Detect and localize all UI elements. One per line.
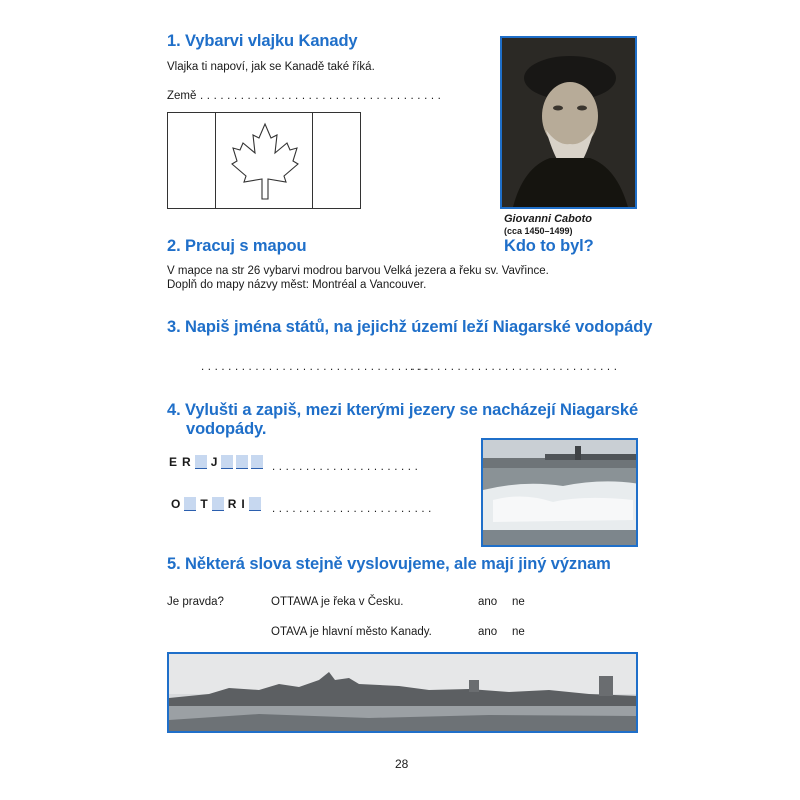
letter-char: O xyxy=(171,497,181,511)
niagara-falls-photo xyxy=(481,438,638,547)
section1-hint: Vlajka ti napoví, jak se Kanadě také říká. xyxy=(167,61,375,73)
section4-heading-line1: 4. Vylušti a zapiš, mezi kterými jezery se nacházejí Niagarské xyxy=(167,401,639,419)
lake-answer-line-2[interactable]: . . . . . . . . . . . . . . . . . . . . . . . . xyxy=(272,503,432,515)
section2-line1: V mapce na str 26 vybarvi modrou barvou Velká jezera a řeku sv. Vavřince. xyxy=(167,265,549,277)
page-number: 28 xyxy=(395,757,409,771)
letter-char: I xyxy=(241,497,245,511)
lake-answer-line-1[interactable]: . . . . . . . . . . . . . . . . . . . . . . xyxy=(272,461,418,473)
state-answer-line-2[interactable]: . . . . . . . . . . . . . . . . . . . . . . . . . . . . . . . xyxy=(410,361,618,373)
puzzle-word-2[interactable] xyxy=(170,497,261,511)
giovanni-caboto-portrait xyxy=(500,36,637,209)
statement-1: OTTAWA je řeka v Česku. xyxy=(271,596,404,608)
statement-2-no[interactable]: ne xyxy=(512,626,525,638)
statement-2: OTAVA je hlavní město Kanady. xyxy=(271,626,432,638)
portrait-years: (cca 1450–1499) xyxy=(504,226,573,236)
section4-heading-line2: vodopády. xyxy=(186,420,267,438)
statement-2-yes[interactable]: ano xyxy=(478,626,498,638)
letter-char: R xyxy=(182,455,191,469)
section2-heading: 2. Pracuj s mapou xyxy=(167,237,307,255)
letter-char: E xyxy=(169,455,178,469)
section1-heading: 1. Vybarvi vlajku Kanady xyxy=(167,32,358,50)
statement-1-no[interactable]: ne xyxy=(512,596,525,608)
letter-blank-box[interactable] xyxy=(251,455,263,469)
statement-1-yes[interactable]: ano xyxy=(478,596,498,608)
letter-blank-box[interactable] xyxy=(212,497,224,511)
flag-right-band xyxy=(312,113,360,208)
letter-char: J xyxy=(210,455,218,469)
letter-blank-box[interactable] xyxy=(249,497,261,511)
letter-blank-box[interactable] xyxy=(195,455,207,469)
letter-blank-box[interactable] xyxy=(236,455,248,469)
country-label: Země xyxy=(167,90,197,102)
letter-char: R xyxy=(227,497,237,511)
section5-heading: 5. Některá slova stejně vyslovujeme, ale mají jiný význam xyxy=(167,555,611,573)
true-false-question: Je pravda? xyxy=(167,596,224,608)
letter-blank-box[interactable] xyxy=(221,455,233,469)
flag-left-band xyxy=(168,113,216,208)
state-answer-line-1[interactable]: . . . . . . . . . . . . . . . . . . . . . . . . . . . . . . . . . . xyxy=(201,361,429,373)
letter-char: T xyxy=(200,497,208,511)
portrait-question: Kdo to byl? xyxy=(504,237,594,255)
maple-leaf-icon xyxy=(230,121,300,203)
section2-line2: Doplň do mapy názvy měst: Montréal a Vancouver. xyxy=(167,279,427,291)
country-answer-line[interactable]: . . . . . . . . . . . . . . . . . . . . . . . . . . . . . . . . . . . . xyxy=(200,90,442,102)
puzzle-word-1[interactable] xyxy=(168,455,263,469)
canada-flag-outline[interactable] xyxy=(167,112,361,209)
section3-heading: 3. Napiš jména států, na jejichž území leží Niagarské vodopády xyxy=(167,318,653,336)
portrait-name: Giovanni Caboto xyxy=(504,213,592,225)
letter-blank-box[interactable] xyxy=(184,497,196,511)
ottawa-panorama-photo xyxy=(167,652,638,733)
